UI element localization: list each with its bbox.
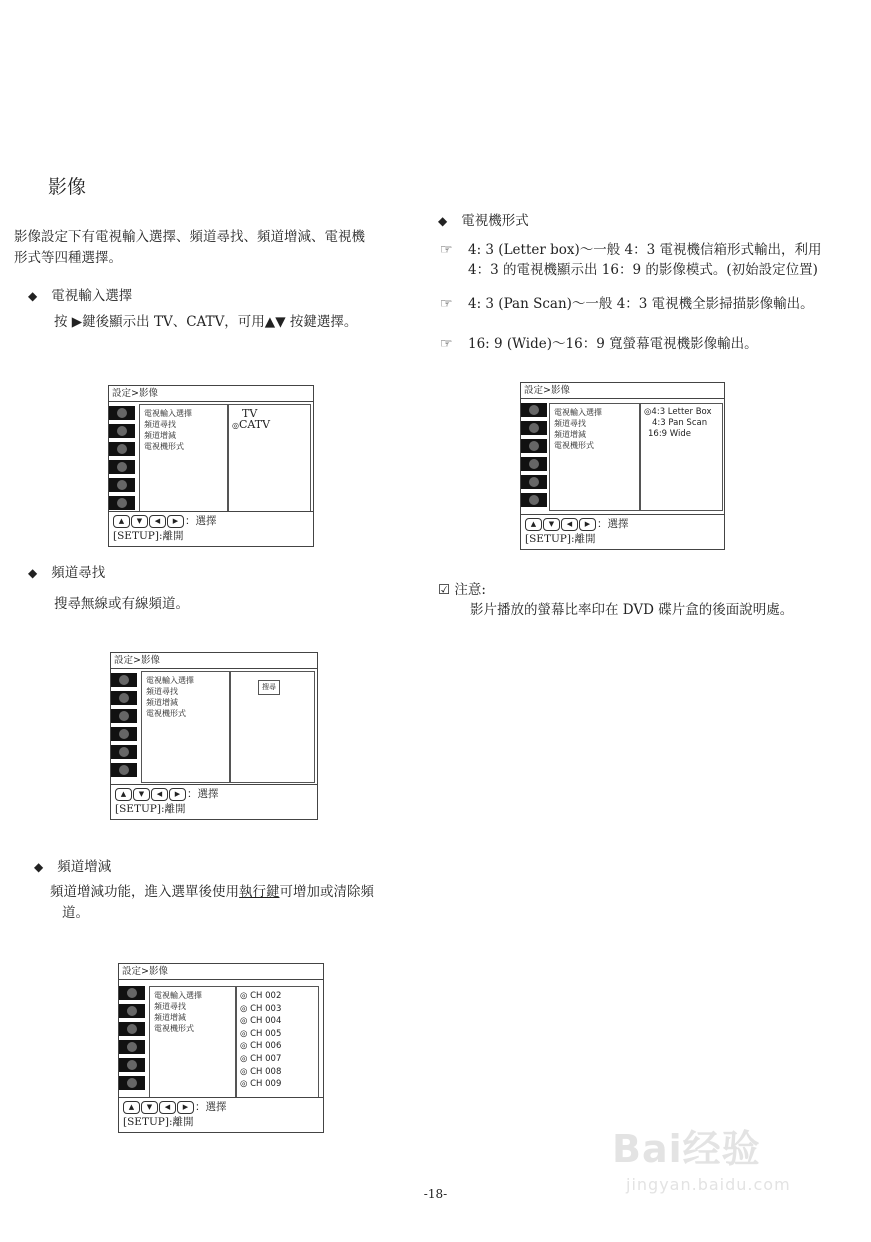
settings-icon — [521, 493, 547, 507]
intro-line-1: 影像設定下有電視輸入選擇、頻道尋找、頻道增減、電視機 — [14, 229, 365, 245]
menu-item-tv-input[interactable]: 電視輸入選擇 — [144, 409, 192, 418]
section-title-text: 頻道尋找 — [51, 565, 106, 581]
channel-item[interactable]: ◎ CH 009 — [240, 1079, 282, 1090]
channel-label: CH 005 — [250, 1028, 282, 1039]
settings-icon — [119, 1076, 145, 1090]
osd-channel-list — [235, 986, 319, 1098]
section-title-text: 電視輸入選擇 — [51, 288, 133, 304]
osd-nav-bar — [111, 784, 317, 819]
audio-icon — [109, 442, 135, 456]
section-channel-search-desc: 搜尋無線或有線頻道。 — [54, 596, 189, 612]
osd-type-options — [639, 403, 723, 511]
checkbox-icon: ☑ — [438, 582, 451, 598]
up-arrow-icon: ▲ — [525, 518, 542, 531]
nav-exit-label: [SETUP]:離開 — [115, 803, 186, 815]
menu-item-channel-search[interactable]: 頻道尋找 — [554, 419, 586, 428]
up-arrow-icon: ▲ — [123, 1101, 140, 1114]
nav-select-label: ：選擇 — [187, 788, 219, 800]
right-arrow-icon: ▶ — [177, 1101, 194, 1114]
diamond-bullet-icon: ◆ — [34, 860, 44, 874]
osd-icon-column — [521, 403, 547, 511]
channel-label: CH 002 — [250, 991, 282, 1001]
osd-icon-column — [109, 406, 135, 514]
osd-nav-bar — [521, 514, 724, 549]
osd-icon-column — [111, 673, 137, 781]
disc-icon — [521, 475, 547, 489]
channel-item[interactable]: ◎ CH 003 — [240, 1003, 282, 1014]
channel-label: CH 008 — [250, 1066, 282, 1077]
audio-icon — [119, 1022, 145, 1036]
page-number: -18- — [423, 1187, 448, 1201]
channel-item[interactable]: ◎ CH 002 — [240, 991, 282, 1001]
option-catv[interactable] — [232, 419, 306, 431]
menu-item-channel-edit[interactable]: 頻道增減 — [146, 698, 178, 707]
video-icon — [521, 403, 547, 417]
note-text: 影片播放的螢幕比率印在 DVD 碟片盒的後面說明處。 — [470, 602, 794, 618]
channel-label: CH 007 — [250, 1053, 282, 1064]
section-tv-input-desc: 按 ▶鍵後顯示出 TV、CATV，可用▲▼ 按鍵選擇。 — [54, 314, 358, 330]
osd-title: 設定>影像 — [109, 386, 313, 402]
section-tv-input-title — [28, 284, 132, 304]
osd-options — [229, 671, 315, 783]
option-catv-label: CATV — [238, 418, 271, 431]
disc-icon — [119, 1058, 145, 1072]
nav-exit-label: [SETUP]:離開 — [113, 530, 184, 542]
nav-exit-label: [SETUP]:離開 — [525, 533, 596, 545]
left-arrow-icon: ◀ — [149, 515, 166, 528]
right-arrow-icon: ▶ — [169, 788, 186, 801]
nav-select-label: ：選擇 — [597, 518, 629, 530]
menu-item-channel-search[interactable]: 頻道尋找 — [146, 687, 178, 696]
left-arrow-icon: ◀ — [561, 518, 578, 531]
channel-item[interactable]: ◎ CH 007 — [240, 1053, 282, 1064]
section-title-text: 電視機形式 — [461, 213, 529, 229]
down-arrow-icon: ▼ — [543, 518, 560, 531]
item-text: 16: 9 (Wide)～16：9 寬螢幕電視機影像輸出。 — [468, 336, 758, 352]
desc-text-line2: 道。 — [62, 905, 89, 921]
menu-item-channel-search[interactable]: 頻道尋找 — [154, 1002, 186, 1011]
channel-item[interactable]: ◎ CH 008 — [240, 1066, 282, 1077]
tv-type-item-wide — [440, 334, 758, 354]
intro-line-2: 形式等四種選擇。 — [14, 250, 122, 266]
option-panscan[interactable]: 4:3 Pan Scan — [652, 418, 708, 428]
section-title-text: 頻道增減 — [57, 859, 112, 875]
osd-menu-tv-type — [520, 382, 725, 550]
nav-select-label: ：選擇 — [185, 515, 217, 527]
language-icon — [111, 727, 137, 741]
osd-nav-bar — [109, 511, 313, 546]
menu-item-tv-input[interactable]: 電視輸入選擇 — [146, 676, 194, 685]
settings-icon — [109, 496, 135, 510]
osd-options — [227, 404, 311, 512]
section-channel-edit-desc — [50, 882, 374, 924]
menu-item-tv-type[interactable]: 電視機形式 — [154, 1024, 194, 1033]
menu-item-tv-input[interactable]: 電視輸入選擇 — [154, 991, 202, 1000]
intro-paragraph — [14, 227, 365, 269]
display-icon — [521, 421, 547, 435]
up-arrow-icon: ▲ — [115, 788, 132, 801]
item-text-line2: 4：3 的電視機顯示出 16：9 的影像模式。(初始設定位置) — [468, 262, 818, 278]
audio-icon — [111, 709, 137, 723]
osd-nav-bar — [119, 1097, 323, 1132]
osd-menu-list — [139, 404, 229, 512]
option-wide[interactable]: 16:9 Wide — [648, 429, 691, 439]
disc-icon — [111, 745, 137, 759]
diamond-bullet-icon: ◆ — [28, 566, 38, 580]
osd-menu-channel-search — [110, 652, 318, 820]
item-text: 4: 3 (Letter box)～一般 4：3 電視機信箱形式輸出，利用 — [468, 242, 822, 258]
note-block — [438, 580, 793, 620]
disc-icon — [109, 478, 135, 492]
item-text: 4: 3 (Pan Scan)～一般 4：3 電視機全影掃描影像輸出。 — [468, 296, 814, 312]
section-channel-search-title — [28, 561, 105, 581]
osd-title: 設定>影像 — [521, 383, 724, 399]
execute-key-text: 執行鍵 — [239, 884, 280, 900]
display-icon — [111, 691, 137, 705]
language-icon — [119, 1040, 145, 1054]
menu-item-channel-search[interactable]: 頻道尋找 — [144, 420, 176, 429]
pointing-hand-icon: ☞ — [440, 296, 453, 312]
osd-title: 設定>影像 — [111, 653, 317, 669]
tv-type-item-letterbox — [440, 240, 822, 280]
baidu-watermark — [612, 1118, 791, 1194]
video-icon — [111, 673, 137, 687]
osd-title: 設定>影像 — [119, 964, 323, 980]
search-button[interactable]: 搜尋 — [258, 680, 280, 695]
tv-type-item-panscan — [440, 294, 814, 314]
osd-icon-column — [119, 986, 145, 1094]
menu-item-tv-input[interactable]: 電視輸入選擇 — [554, 408, 602, 417]
channel-label: CH 004 — [250, 1016, 282, 1027]
channel-label: CH 009 — [250, 1079, 282, 1090]
osd-menu-list — [549, 403, 641, 511]
section-channel-edit-title — [34, 855, 111, 875]
menu-item-tv-type[interactable]: 電視機形式 — [554, 441, 594, 450]
settings-icon — [111, 763, 137, 777]
down-arrow-icon: ▼ — [131, 515, 148, 528]
desc-text: 頻道增減功能，進入選單後使用 — [50, 884, 239, 900]
audio-icon — [521, 439, 547, 453]
section-tv-type-title — [438, 209, 529, 229]
video-icon — [109, 406, 135, 420]
nav-exit-label: [SETUP]:離開 — [123, 1116, 194, 1128]
language-icon — [521, 457, 547, 471]
diamond-bullet-icon: ◆ — [28, 289, 38, 303]
left-arrow-icon: ◀ — [159, 1101, 176, 1114]
channel-item[interactable]: ◎ CH 006 — [240, 1041, 282, 1052]
channel-label: CH 006 — [250, 1041, 282, 1052]
menu-item-channel-edit[interactable]: 頻道增減 — [144, 431, 176, 440]
selected-dot-icon: ◎ — [232, 421, 239, 430]
video-icon — [119, 986, 145, 1000]
up-arrow-icon: ▲ — [113, 515, 130, 528]
note-label: 注意: — [454, 582, 486, 598]
channel-item[interactable]: ◎ CH 004 — [240, 1016, 282, 1027]
osd-menu-list — [141, 671, 231, 783]
desc-text-end: 可增加或清除頻 — [279, 884, 374, 900]
option-tv[interactable]: TV — [242, 407, 258, 420]
menu-item-tv-type[interactable]: 電視機形式 — [146, 709, 186, 718]
page-title: 影像 — [48, 176, 87, 198]
selected-dot-icon: ◎ — [644, 407, 652, 417]
display-icon — [119, 1004, 145, 1018]
right-arrow-icon: ▶ — [579, 518, 596, 531]
nav-select-label: ：選擇 — [195, 1101, 227, 1113]
osd-menu-list — [149, 986, 237, 1098]
option-letterbox[interactable] — [644, 407, 718, 418]
language-icon — [109, 460, 135, 474]
left-arrow-icon: ◀ — [151, 788, 168, 801]
option-label: 4:3 Letter Box — [651, 407, 712, 417]
menu-item-channel-edit[interactable]: 頻道增減 — [554, 430, 586, 439]
watermark-brand: Bai经验 — [612, 1127, 761, 1171]
menu-item-tv-type[interactable]: 電視機形式 — [144, 442, 184, 451]
diamond-bullet-icon: ◆ — [438, 214, 448, 228]
right-arrow-icon: ▶ — [167, 515, 184, 528]
osd-menu-channel-edit — [118, 963, 324, 1133]
watermark-url: jingyan.baidu.com — [626, 1175, 791, 1194]
channel-item[interactable]: ◎ CH 005 — [240, 1028, 282, 1039]
osd-menu-tv-input — [108, 385, 314, 547]
channel-label: CH 003 — [250, 1003, 282, 1014]
pointing-hand-icon: ☞ — [440, 242, 453, 258]
down-arrow-icon: ▼ — [133, 788, 150, 801]
pointing-hand-icon: ☞ — [440, 336, 453, 352]
display-icon — [109, 424, 135, 438]
menu-item-channel-edit[interactable]: 頻道增減 — [154, 1013, 186, 1022]
down-arrow-icon: ▼ — [141, 1101, 158, 1114]
